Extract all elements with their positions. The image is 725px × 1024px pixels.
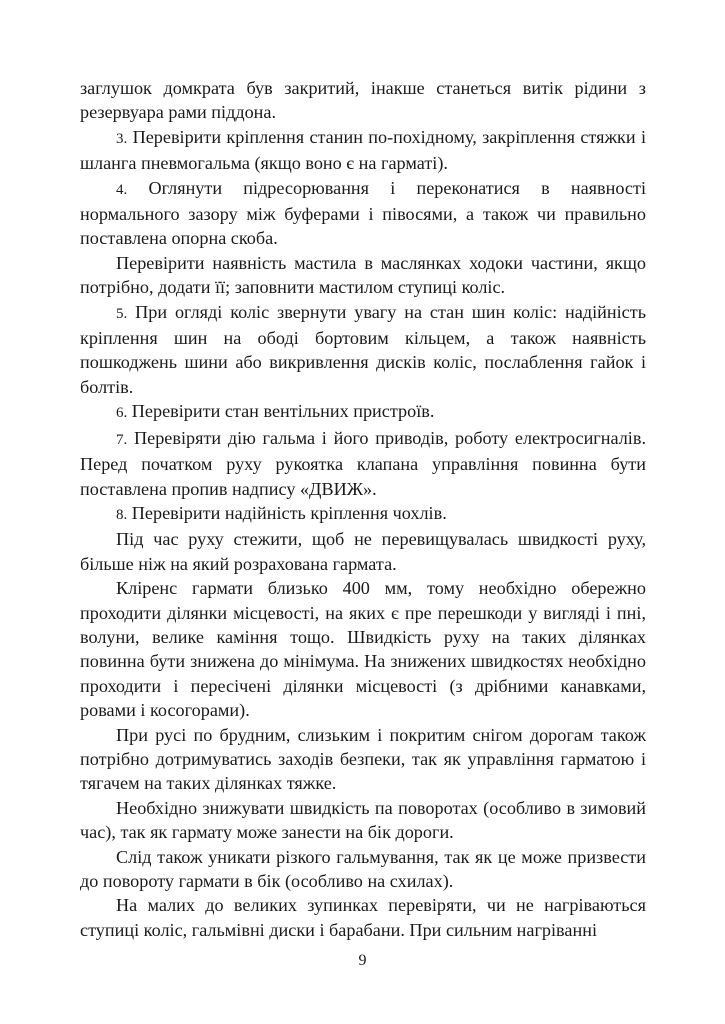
paragraph — [80, 527, 646, 576]
paragraph — [80, 845, 646, 894]
paragraph-text: Кліренс гармати близько 400 мм, тому необхідно обережно проходити ділянки місцевості, на яких є пре перешкоди у вигляді і пні, волуни, велике каміння тощо. Швидкість руху на таких ділянках повинна бути знижена до мінімума. На знижених швидкостях необхідно проходити і пересічені ділянки місцевості (з дрібними канавками, ровами і косогорами). — [80, 578, 646, 721]
paragraph-item-5 — [80, 300, 646, 400]
paragraph-text: При огляді коліс звернути увагу на стан шин коліс: надійність кріплення шин на ободі бортовим кільцем, а також наявність пошкоджень шини або викривлення дисків коліс, послаблення гайок і болтів. — [80, 301, 646, 397]
paragraph-text: Під час руху стежити, щоб не перевищувалась швидкості руху, більше ніж на який розрахована гармата. — [80, 529, 646, 574]
item-number: 6. — [116, 405, 128, 422]
paragraph-text: Перевірити стан вентільних пристроїв. — [131, 401, 435, 422]
paragraph — [80, 796, 646, 845]
paragraph-item-7 — [80, 426, 646, 501]
paragraph — [80, 251, 646, 300]
paragraph-item-8 — [80, 501, 646, 527]
item-number: 3. — [116, 130, 128, 147]
page-number: 9 — [358, 952, 367, 969]
paragraph — [80, 893, 646, 942]
paragraph-text: Перевіряти дію гальма і його приводів, роботу електросигналів. Перед початком руху рукоятка клапана управління повинна бути поставлена пропив надпису «ДВИЖ». — [80, 427, 646, 499]
paragraph-text: На малих до великих зупинках перевіряти, чи не нагріваються ступиці коліс, гальмівні диски і барабани. При сильним нагріванні — [80, 895, 646, 940]
item-number: 8. — [116, 506, 128, 523]
paragraph-text: Слід також уникати різкого гальмування, так як це може призвести до повороту гармати в бік (особливо на схилах). — [80, 846, 646, 891]
paragraph-continuation — [80, 76, 646, 125]
document-body — [80, 76, 646, 942]
item-number: 7. — [116, 431, 128, 448]
paragraph-text: При русі по брудним, слизьким і покритим снігом дорогам також потрібно дотримуватись заходів безпеки, так як управління гарматою і тягачем на таких ділянках тяжке. — [80, 724, 646, 794]
item-number: 5. — [116, 305, 128, 322]
paragraph-item-4 — [80, 176, 646, 251]
paragraph-item-3 — [80, 125, 646, 176]
paragraph-text: Перевірити надійність кріплення чохлів. — [131, 502, 447, 523]
item-number: 4. — [116, 181, 128, 198]
paragraph — [80, 723, 646, 796]
paragraph-item-6 — [80, 399, 646, 425]
paragraph-text: Перевірити наявність мастила в маслянках ходоки частини, якщо потрібно, додати її; заповнити мастилом ступиці коліс. — [80, 252, 646, 298]
paragraph-text: Оглянути підресорювання і переконатися в наявності нормального зазору між буферами і півосями, а також чи правильно поставлена опорна скоба. — [80, 177, 646, 249]
paragraph-text: заглушок домкрата був закритий, інакше станеться витік рідини з резервуара рами піддона. — [80, 78, 646, 123]
paragraph-text: Перевірити кріплення станин по-похідному, закріплення стяжки і шланга пневмогальма (якщо воно є на гарматі). — [80, 126, 646, 174]
paragraph-text: Необхідно знижувати швидкість па поворотах (особливо в зимовий час), так як гармату може занести на бік дороги. — [80, 797, 646, 843]
paragraph — [80, 576, 646, 722]
